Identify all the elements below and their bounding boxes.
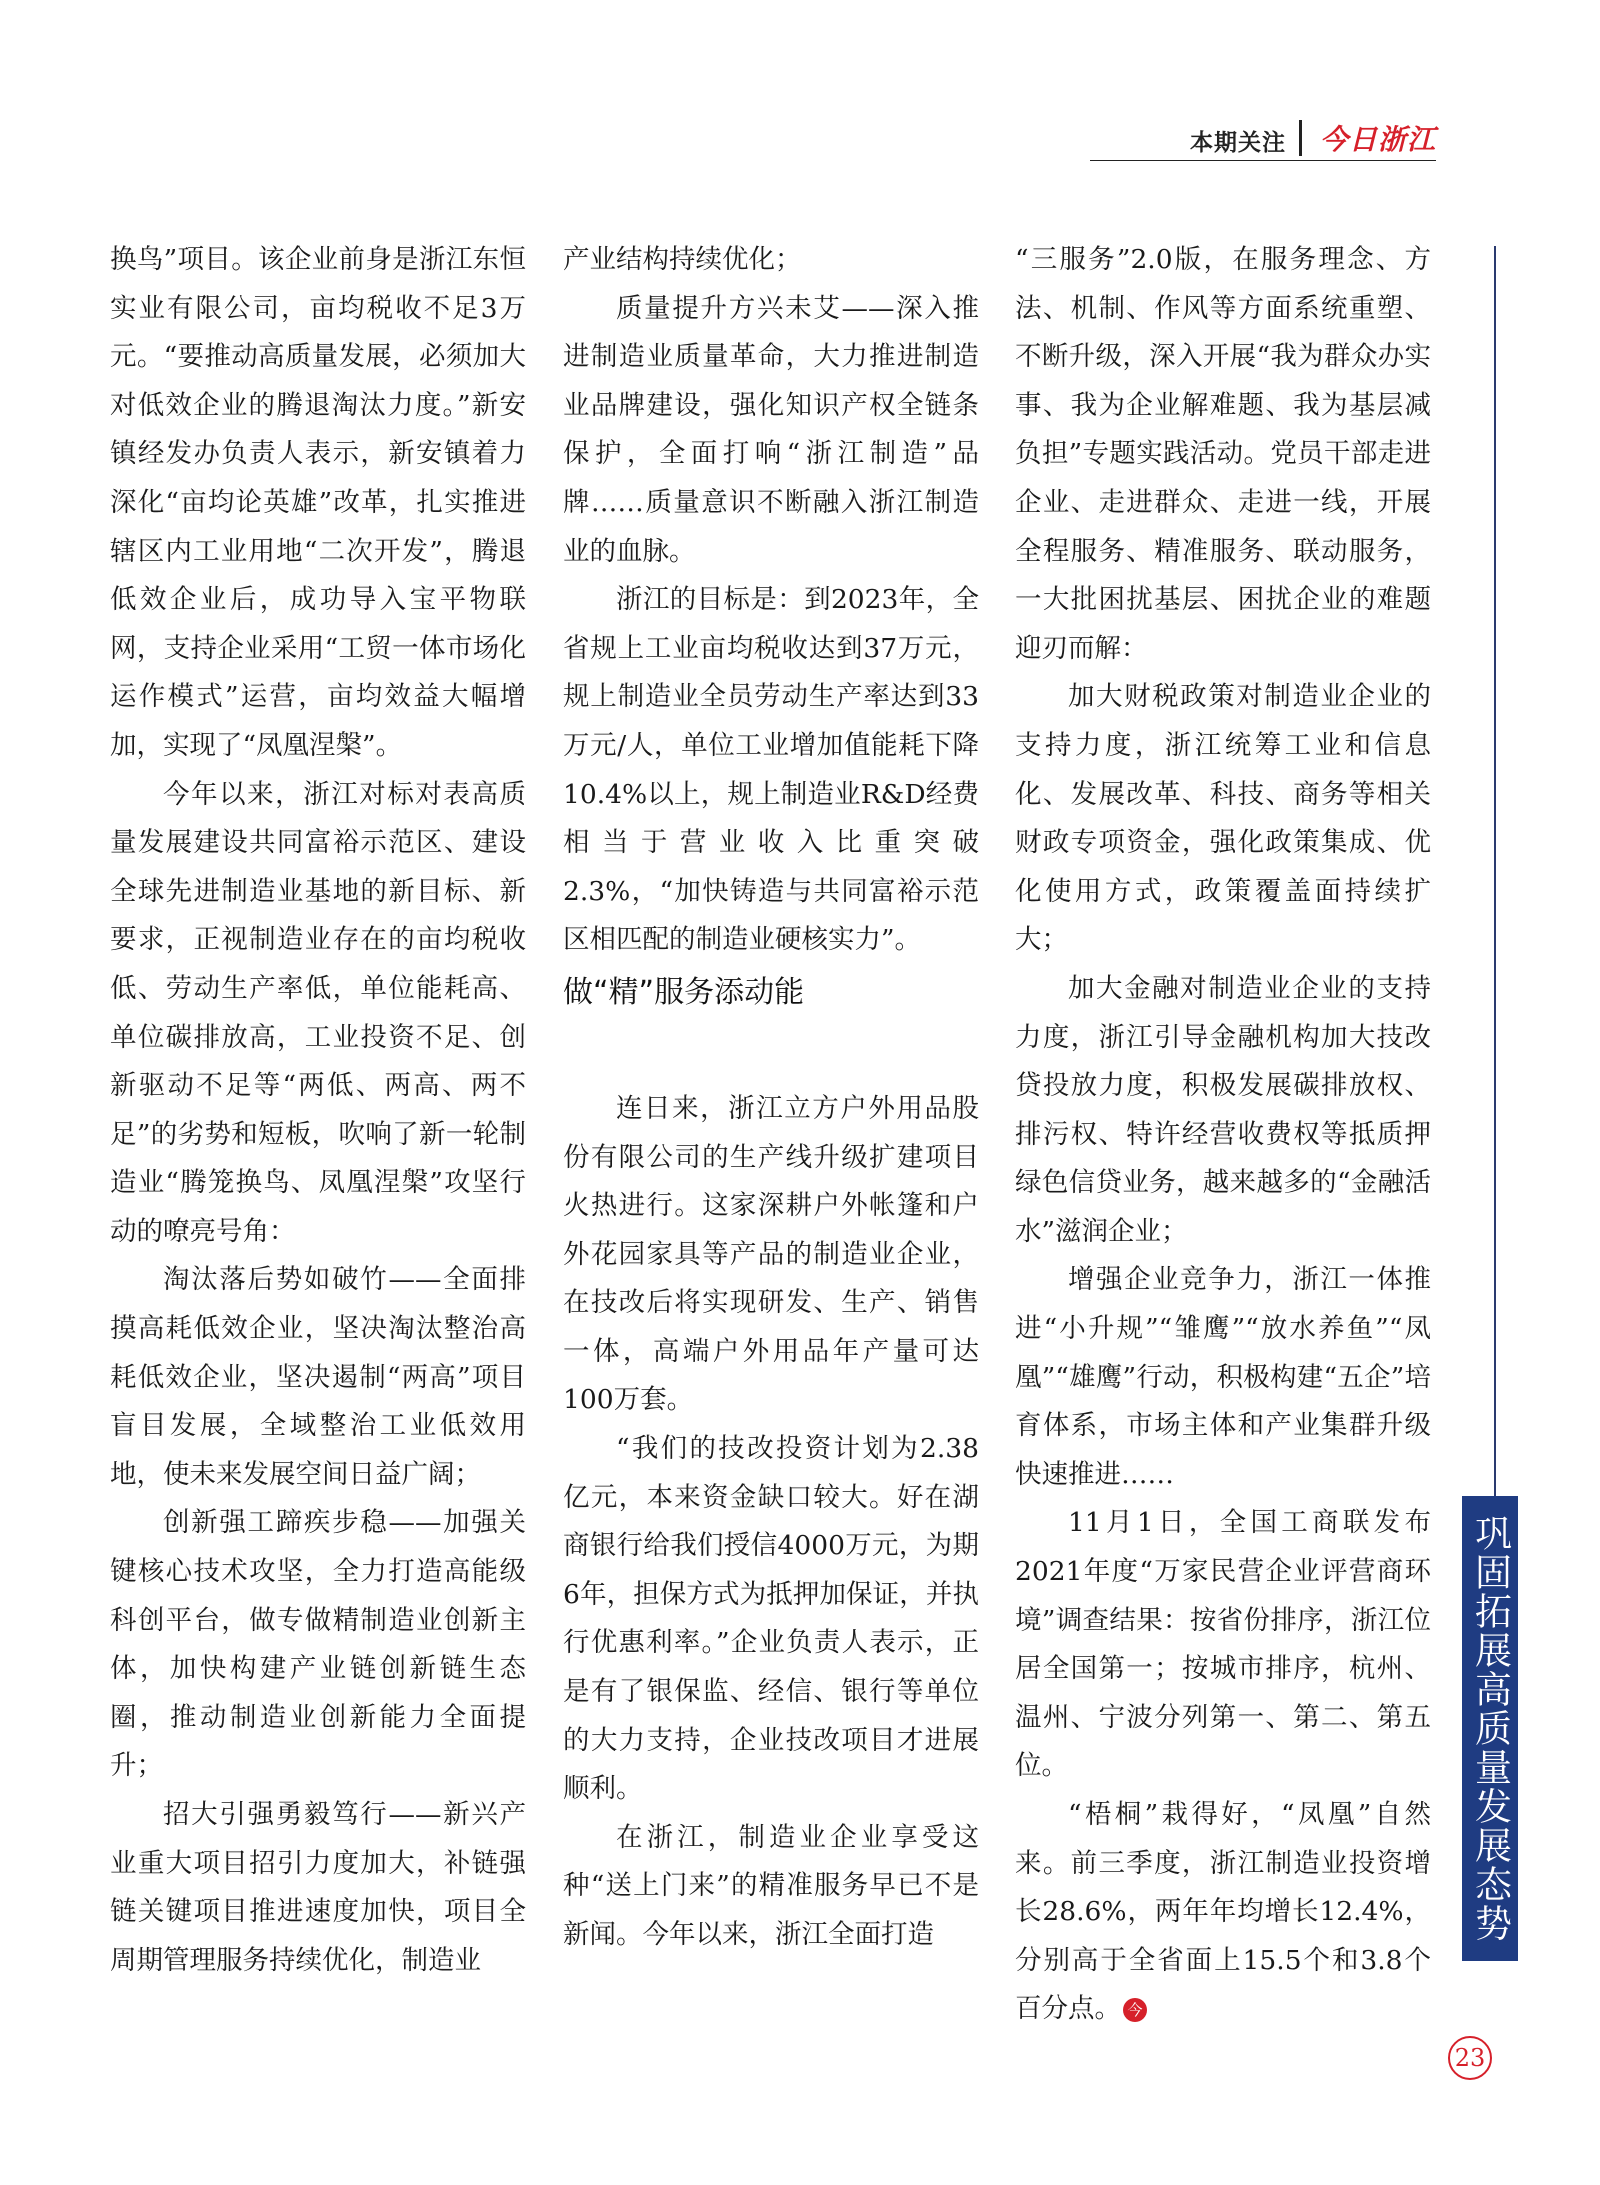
header-divider — [1299, 120, 1302, 156]
header-brand-logo: 今日浙江 — [1319, 123, 1436, 156]
header-section-title: 本期关注 — [1190, 130, 1286, 156]
paragraph: 浙江的目标是：到2023年，全省规上工业亩均税收达到37万元，规上制造业全员劳动生产率达到33万元/人，单位工业增加值能耗下降10.4%以上，规上制造业R&D经费相当于营业收入比重突破2.3%，“加快铸造与共同富裕示范区相匹配的制造业硬核实力”。 — [563, 584, 979, 956]
paragraph: 11月1日，全国工商联发布2021年度“万家民营企业评营商环境”调查结果：按省份排序，浙江位居全国第一；按城市排序，杭州、温州、宁波分列第一、第二、第五位。 — [1015, 1507, 1431, 1782]
paragraph-text: “梧桐”栽得好，“凤凰”自然来。前三季度，浙江制造业投资增长28.6%，两年年均增长12.4%，分别高于全省面上15.5个和3.8个百分点。 — [1015, 1799, 1431, 2025]
paragraph: 加大金融对制造业企业的支持力度，浙江引导金融机构加大技改贷投放力度，积极发展碳排放权、排污权、特许经营收费权等抵质押绿色信贷业务，越来越多的“金融活水”滋润企业； — [1015, 972, 1431, 1247]
paragraph: 换鸟”项目。该企业前身是浙江东恒实业有限公司，亩均税收不足3万元。“要推动高质量发展，必须加大对低效企业的腾退淘汰力度。”新安镇经发办负责人表示，新安镇着力深化“亩均论英雄”改革，扎实推进辖区内工业用地“二次开发”，腾退低效企业后，成功导入宝平物联网，支持企业采用“工贸一体市场化运作模式”运营，亩均效益大幅增加，实现了“凤凰涅槃”。 — [110, 244, 526, 761]
page-header — [1090, 120, 1436, 161]
paragraph: 连日来，浙江立方户外用品股份有限公司的生产线升级扩建项目火热进行。这家深耕户外帐篷和户外花园家具等产品的制造业企业，在技改后将实现研发、生产、销售一体，高端户外用品年产量可达100万套。 — [563, 1092, 979, 1416]
paragraph-final — [1015, 1791, 1431, 2034]
article-column-1 — [110, 236, 526, 1996]
section-heading: 做“精”服务添动能 — [563, 974, 805, 1010]
paragraph: 淘汰落后势如破竹——全面排摸高耗低效企业，坚决淘汰整治高耗低效企业，坚决遏制“两高”项目盲目发展，全域整治工业低效用地，使未来发展空间日益广阔； — [110, 1264, 526, 1490]
side-rule — [1494, 246, 1496, 1496]
side-section-tab: 巩固拓展高质量发展态势 — [1462, 1496, 1518, 1961]
paragraph: 在浙江，制造业企业享受这种“送上门来”的精准服务早已不是新闻。今年以来，浙江全面打造 — [563, 1821, 979, 1950]
paragraph: “我们的技改投资计划为2.38亿元，本来资金缺口较大。好在湖商银行给我们授信4000万元，为期6年，担保方式为抵押加保证，并执行优惠利率。”企业负责人表示，正是有了银保监、经信、银行等单位的大力支持，企业技改项目才进展顺利。 — [563, 1433, 979, 1805]
paragraph: 创新强工蹄疾步稳——加强关键核心技术攻坚，全力打造高能级科创平台，做专做精制造业创新主体，加快构建产业链创新链生态圈，推动制造业创新能力全面提升； — [110, 1507, 526, 1782]
paragraph: 今年以来，浙江对标对表高质量发展建设共同富裕示范区、建设全球先进制造业基地的新目标、新要求，正视制造业存在的亩均税收低、劳动生产率低，单位能耗高、单位碳排放高，工业投资不足、创新驱动不足等“两低、两高、两不足”的劣势和短板，吹响了新一轮制造业“腾笼换鸟、凤凰涅槃”攻坚行动的嘹亮号角： — [110, 778, 526, 1247]
paragraph: 加大财税政策对制造业企业的支持力度，浙江统筹工业和信息化、发展改革、科技、商务等相关财政专项资金，强化政策集成、优化使用方式，政策覆盖面持续扩大； — [1015, 681, 1431, 956]
article-column-3 — [1015, 236, 1431, 2025]
article-column-2 — [563, 236, 979, 1996]
paragraph: 质量提升方兴未艾——深入推进制造业质量革命，大力推进制造业品牌建设，强化知识产权全链条保护，全面打响“浙江制造”品牌……质量意识不断融入浙江制造业的血脉。 — [563, 292, 979, 567]
paragraph: “三服务”2.0版，在服务理念、方法、机制、作风等方面系统重塑、不断升级，深入开展“我为群众办实事、我为企业解难题、我为基层减负担”专题实践活动。党员干部走进企业、走进群众、走进一线，开展全程服务、精准服务、联动服务，一大批困扰基层、困扰企业的难题迎刃而解： — [1015, 244, 1431, 664]
paragraph: 产业结构持续优化； — [563, 244, 802, 275]
paragraph: 招大引强勇毅笃行——新兴产业重大项目招引力度加大，补链强链关键项目推进速度加快，项目全周期管理服务持续优化，制造业 — [110, 1799, 526, 1976]
article-end-icon: 今 — [1123, 1998, 1147, 2022]
paragraph: 增强企业竞争力，浙江一体推进“小升规”“雏鹰”“放水养鱼”“凤凰”“雄鹰”行动，积极构建“五企”培育体系，市场主体和产业集群升级快速推进…… — [1015, 1264, 1431, 1490]
page-number: 23 — [1448, 2036, 1492, 2080]
